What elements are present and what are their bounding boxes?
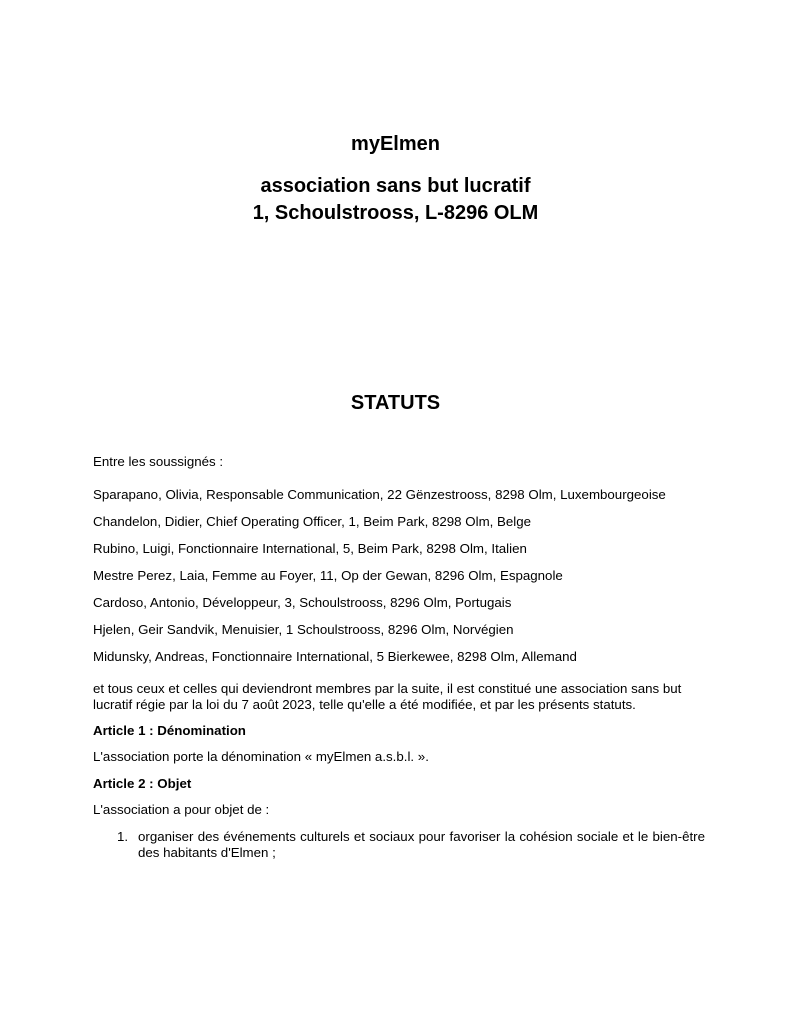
closing-paragraph: et tous ceux et celles qui deviendront membres par la suite, il est constitué une association sans but lucratif régie par la loi du 7 août 2023, telle qu'elle a été modifiée, et par les présents statuts. xyxy=(93,681,682,712)
member-entry: Sparapano, Olivia, Responsable Communication, 22 Gënzestrooss, 8298 Olm, Luxembourgeoise xyxy=(93,487,666,502)
member-entry: Cardoso, Antonio, Développeur, 3, Schoulstrooss, 8296 Olm, Portugais xyxy=(93,595,512,610)
article-2-heading: Article 2 : Objet xyxy=(93,776,192,791)
member-entry: Mestre Perez, Laia, Femme au Foyer, 11, Op der Gewan, 8296 Olm, Espagnole xyxy=(93,568,563,583)
list-item xyxy=(93,829,705,861)
member-list xyxy=(93,487,705,665)
article-2-text: L'association a pour objet de : xyxy=(93,802,270,817)
article-1-text: L'association porte la dénomination « myElmen a.s.b.l. ». xyxy=(93,749,429,764)
article-2-objects-list xyxy=(93,829,705,861)
member-entry: Rubino, Luigi, Fonctionnaire International, 5, Beim Park, 8298 Olm, Italien xyxy=(93,541,527,556)
member-entry: Chandelon, Didier, Chief Operating Officer, 1, Beim Park, 8298 Olm, Belge xyxy=(93,514,532,529)
article-1-heading: Article 1 : Dénomination xyxy=(93,723,246,738)
member-entry: Hjelen, Geir Sandvik, Menuisier, 1 Schoulstrooss, 8296 Olm, Norvégien xyxy=(93,622,514,637)
list-item-text: organiser des événements culturels et sociaux pour favoriser la cohésion sociale et le bien-être des habitants d'Elmen ; xyxy=(138,829,705,860)
org-address: 1, Schoulstrooss, L-8296 OLM xyxy=(252,202,539,224)
org-name: myElmen xyxy=(351,133,440,155)
intro-text: Entre les soussignés : xyxy=(93,454,224,469)
member-entry: Midunsky, Andreas, Fonctionnaire International, 5 Bierkewee, 8298 Olm, Allemand xyxy=(93,649,577,664)
document-title: STATUTS xyxy=(350,392,441,414)
list-item-number: 1. xyxy=(117,829,129,844)
document-body xyxy=(93,454,705,861)
org-type: association sans but lucratif xyxy=(260,175,531,197)
